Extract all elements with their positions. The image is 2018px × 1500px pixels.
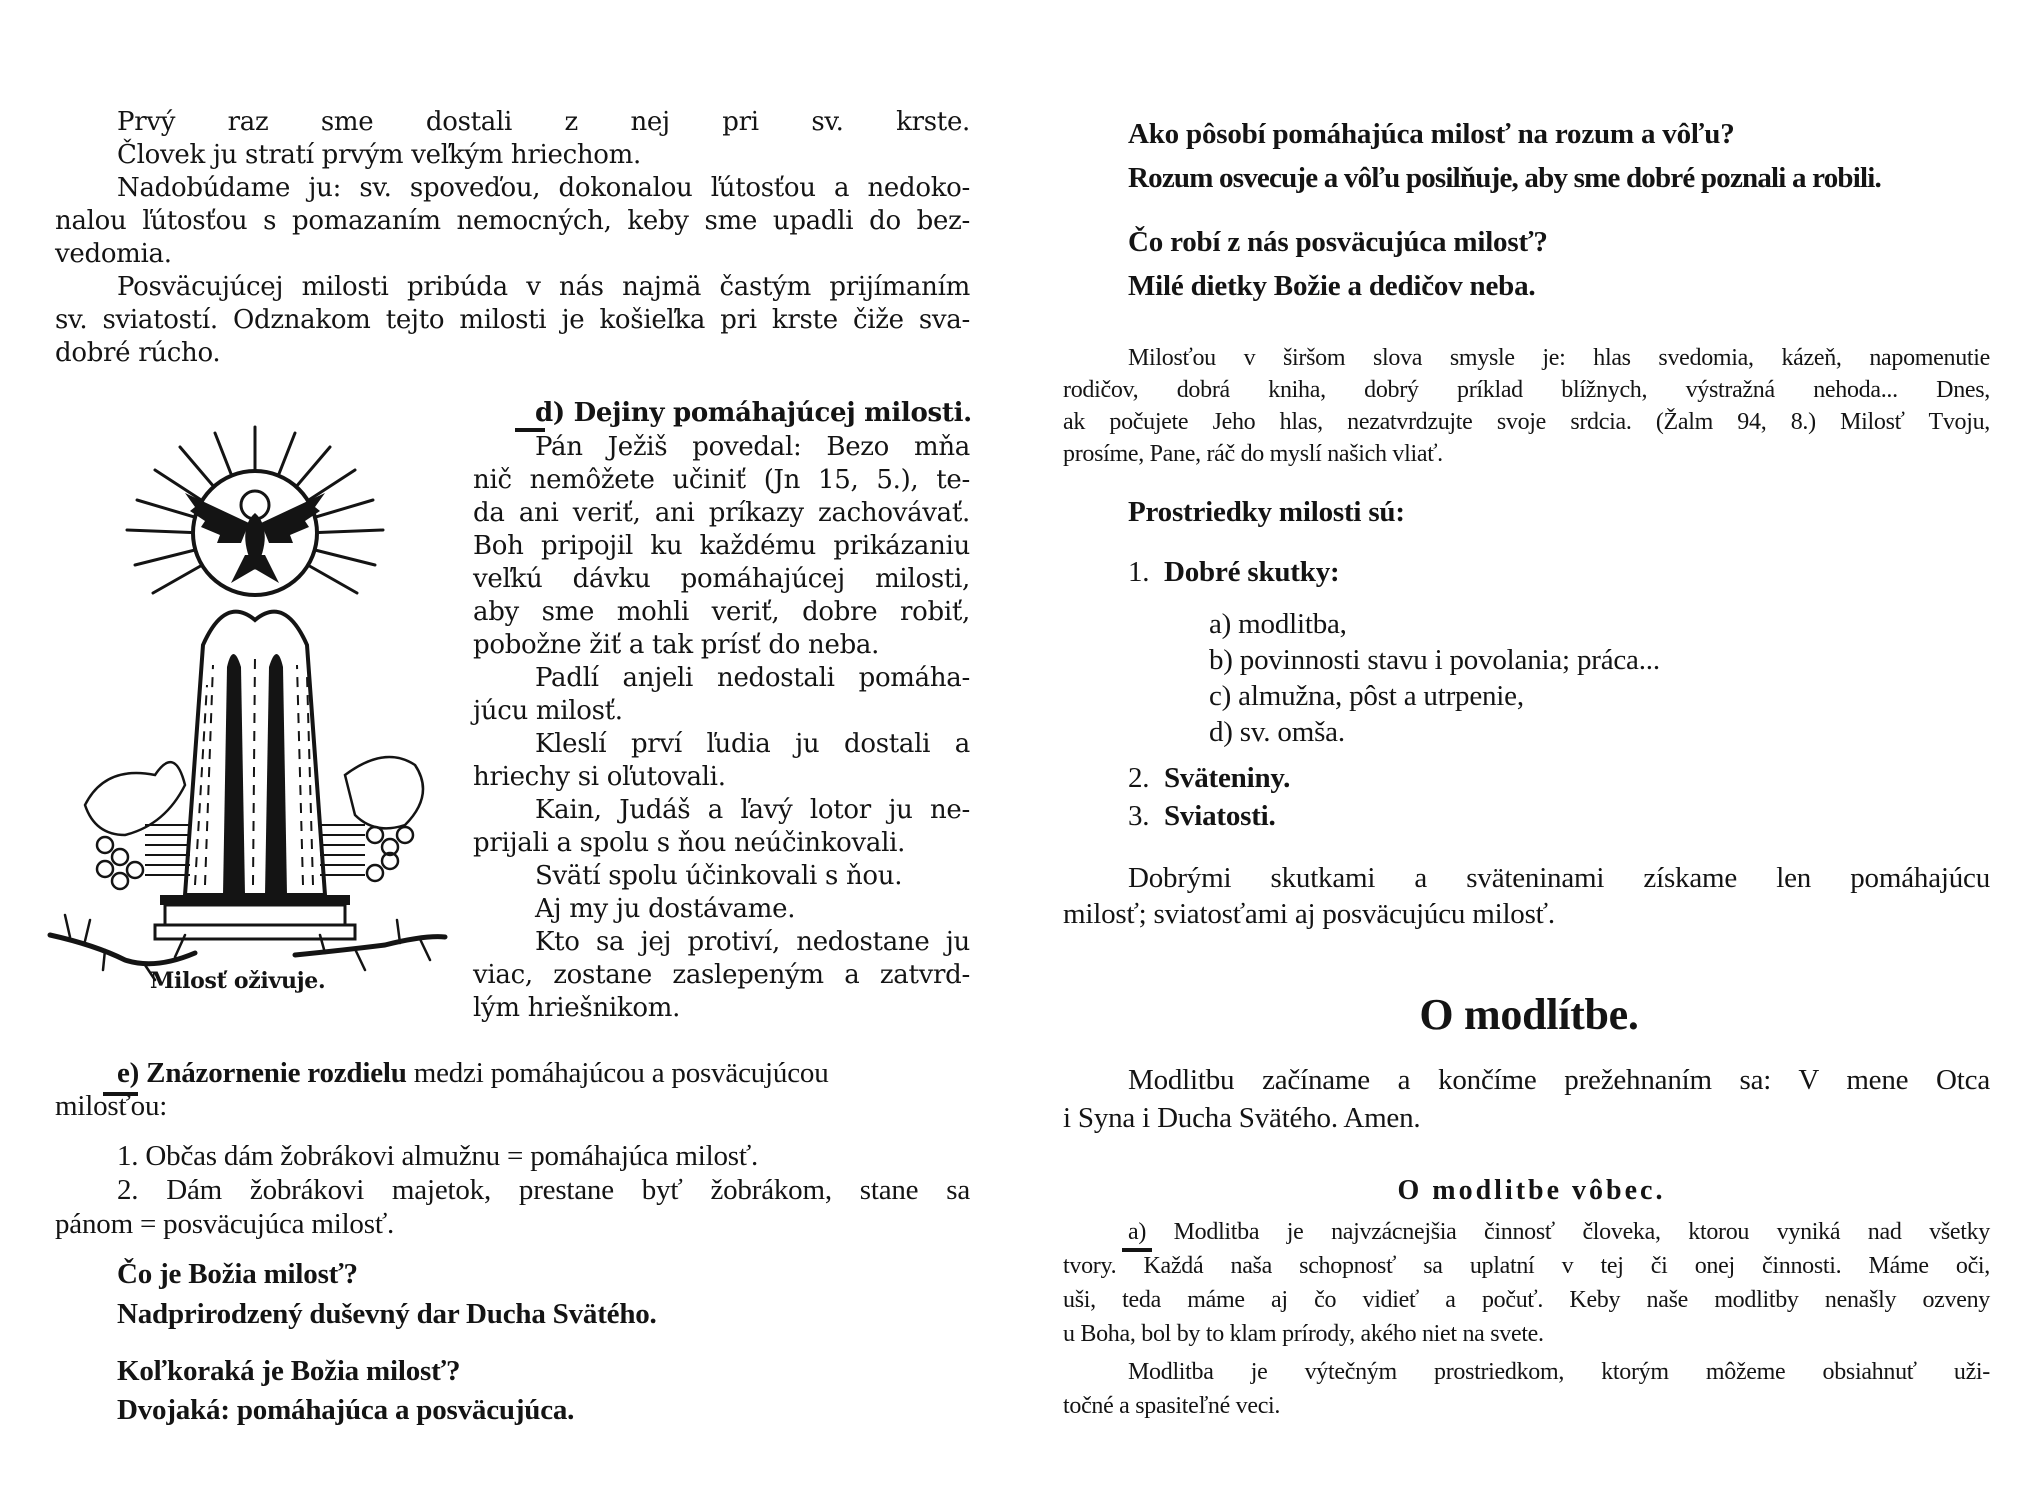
answer: Milé dietky Božie a dedičov neba. xyxy=(1128,270,1536,302)
text-line: pobožne žiť a tak prísť do neba. xyxy=(473,630,880,660)
answer: Nadprirodzený duševný dar Ducha Svätého. xyxy=(117,1298,657,1330)
text-line: Modlitba je výtečným prostriedkom, ktorým môžeme obsiahnuť uži- xyxy=(1128,1359,1990,1385)
text-line: viac, zostane zaslepeným a zatvrd- xyxy=(473,960,970,990)
text-line: milosťou: xyxy=(55,1090,168,1122)
text-line: Kain, Judáš a ľavý lotor ju ne- xyxy=(535,795,970,825)
list-item: 1. Občas dám žobrákovi almužnu = pomáhajúca milosť. xyxy=(117,1140,759,1172)
illustration-caption: Milosť oživuje. xyxy=(150,968,326,994)
text-line: Kleslí prví ľudia ju dostali a xyxy=(535,729,970,759)
sub-list-item: c) almužna, pôst a utrpenie, xyxy=(1209,680,1524,712)
question: Koľkoraká je Božia milosť? xyxy=(117,1355,461,1387)
list-item: Sväteniny. xyxy=(1164,762,1291,794)
list-number: 2. xyxy=(1128,762,1150,794)
text-line: Človek ju stratí prvým veľkým hriechom. xyxy=(117,140,641,170)
section-e-heading-bold: e) Znázornenie rozdielu xyxy=(117,1057,407,1089)
list-number: 1. xyxy=(1128,556,1150,588)
right-page xyxy=(1009,0,2018,1500)
text-line: vedomia. xyxy=(55,239,172,269)
text-line: lým hriešnikom. xyxy=(473,993,681,1023)
question: Ako pôsobí pomáhajúca milosť na rozum a vôľu? xyxy=(1128,118,1735,150)
text-line: milosť; sviatosťami aj posväcujúcu milosť. xyxy=(1063,898,1555,930)
text-line: u Boha, bol by to klam prírody, akého niet na svete. xyxy=(1063,1321,1544,1347)
dove-fountain-illustration-icon xyxy=(45,405,465,995)
text-line: aby sme mohli veriť, dobre robiť, xyxy=(473,597,970,627)
text-line: i Syna i Ducha Svätého. Amen. xyxy=(1063,1102,1421,1134)
text-line: hriechy si oľutovali. xyxy=(473,762,726,792)
text-line: Padlí anjeli nedostali pomáha- xyxy=(535,663,970,693)
list-item: Sviatosti. xyxy=(1164,800,1276,832)
text-line: sv. sviatostí. Odznakom tejto milosti je košieľka pri krste čiže sva- xyxy=(55,305,970,335)
question: Čo robí z nás posväcujúca milosť? xyxy=(1128,226,1548,258)
note-line: prosíme, Pane, ráč do myslí našich vliať. xyxy=(1063,441,1443,467)
means-heading: Prostriedky milosti sú: xyxy=(1128,496,1405,528)
text-line: da ani veriť, ani príkazy zachovávať. xyxy=(473,498,970,528)
text-line: Kto sa jej protiví, nedostane ju xyxy=(535,927,970,957)
text-line: Prvý raz sme dostali z nej pri sv. krste. xyxy=(117,107,970,137)
text-line: dobré rúcho. xyxy=(55,338,221,368)
text-line: júcu milosť. xyxy=(473,696,623,726)
text-line: uši, teda máme aj čo vidieť a počuť. Keby naše modlitby nenašly ozveny xyxy=(1063,1287,1990,1313)
section-e-heading xyxy=(117,1057,970,1090)
sub-list-item: b) povinnosti stavu i povolania; práca... xyxy=(1209,644,1660,676)
text-line: veľkú dávku pomáhajúcej milosti, xyxy=(473,564,970,594)
text-line: nalou ľútosťou s pomazaním nemocných, keby sme upadli do bez- xyxy=(55,206,970,236)
text-line: a) Modlitba je najvzácnejšia činnosť človeka, ktorou vyniká nad všetky xyxy=(1128,1219,1990,1245)
sub-list-item: a) modlitba, xyxy=(1209,608,1347,640)
answer: Rozum osvecuje a vôľu posilňuje, aby sme dobré poznali a robili. xyxy=(1128,162,1881,194)
text-line: Posväcujúcej milosti pribúda v nás najmä častým prijímaním xyxy=(117,272,970,302)
text-line: pánom = posväcujúca milosť. xyxy=(55,1208,395,1240)
answer: Dvojaká: pomáhajúca a posväcujúca. xyxy=(117,1394,575,1426)
note-line: ak počujete Jeho hlas, nezatvrdzujte svoje srdcia. (Žalm 94, 8.) Milosť Tvoju, xyxy=(1063,409,1990,435)
sub-list-item: d) sv. omša. xyxy=(1209,716,1345,748)
text-line: točné a spasiteľné veci. xyxy=(1063,1393,1281,1419)
list-item: 2. Dám žobrákovi majetok, prestane byť žobrákom, stane sa xyxy=(117,1174,970,1206)
text-line: nič nemôžete učiniť (Jn 15, 5.), te- xyxy=(473,465,970,495)
text-line: tvory. Každá naša schopnosť sa uplatní v tej či onej činnosti. Máme oči, xyxy=(1063,1253,1990,1279)
chapter-title: O modlítbe. xyxy=(1419,990,1639,1039)
subsection-title: O modlitbe vôbec. xyxy=(1397,1175,1666,1206)
question: Čo je Božia milosť? xyxy=(117,1258,358,1290)
text-line: Pán Ježiš povedal: Bezo mňa xyxy=(535,432,970,462)
illustration xyxy=(45,405,465,995)
text-line: Aj my ju dostávame. xyxy=(535,894,796,924)
section-e-heading-rest: medzi pomáhajúcou a posväcujúcou xyxy=(406,1057,829,1089)
text-line: Boh pripojil ku každému prikázaniu xyxy=(473,531,970,561)
text-line: Svätí spolu účinkovali s ňou. xyxy=(535,861,903,891)
text-line: Dobrými skutkami a sväteninami získame len pomáhajúcu xyxy=(1128,862,1990,894)
note-line: rodičov, dobrá kniha, dobrý príklad blížnych, výstražná nehoda... Dnes, xyxy=(1063,377,1990,403)
text-line: prijali a spolu s ňou neúčinkovali. xyxy=(473,828,906,858)
note-line: Milosťou v širšom slova smysle je: hlas svedomia, kázeň, napomenutie xyxy=(1128,345,1990,371)
text-line: Modlitbu začíname a končíme prežehnaním sa: V mene Otca xyxy=(1128,1064,1990,1096)
list-item: Dobré skutky: xyxy=(1164,556,1340,588)
section-d-heading: d) Dejiny pomáhajúcej milosti. xyxy=(535,398,972,428)
text-line: Nadobúdame ju: sv. spoveďou, dokonalou ľútosťou a nedoko- xyxy=(117,173,970,203)
list-number: 3. xyxy=(1128,800,1150,832)
